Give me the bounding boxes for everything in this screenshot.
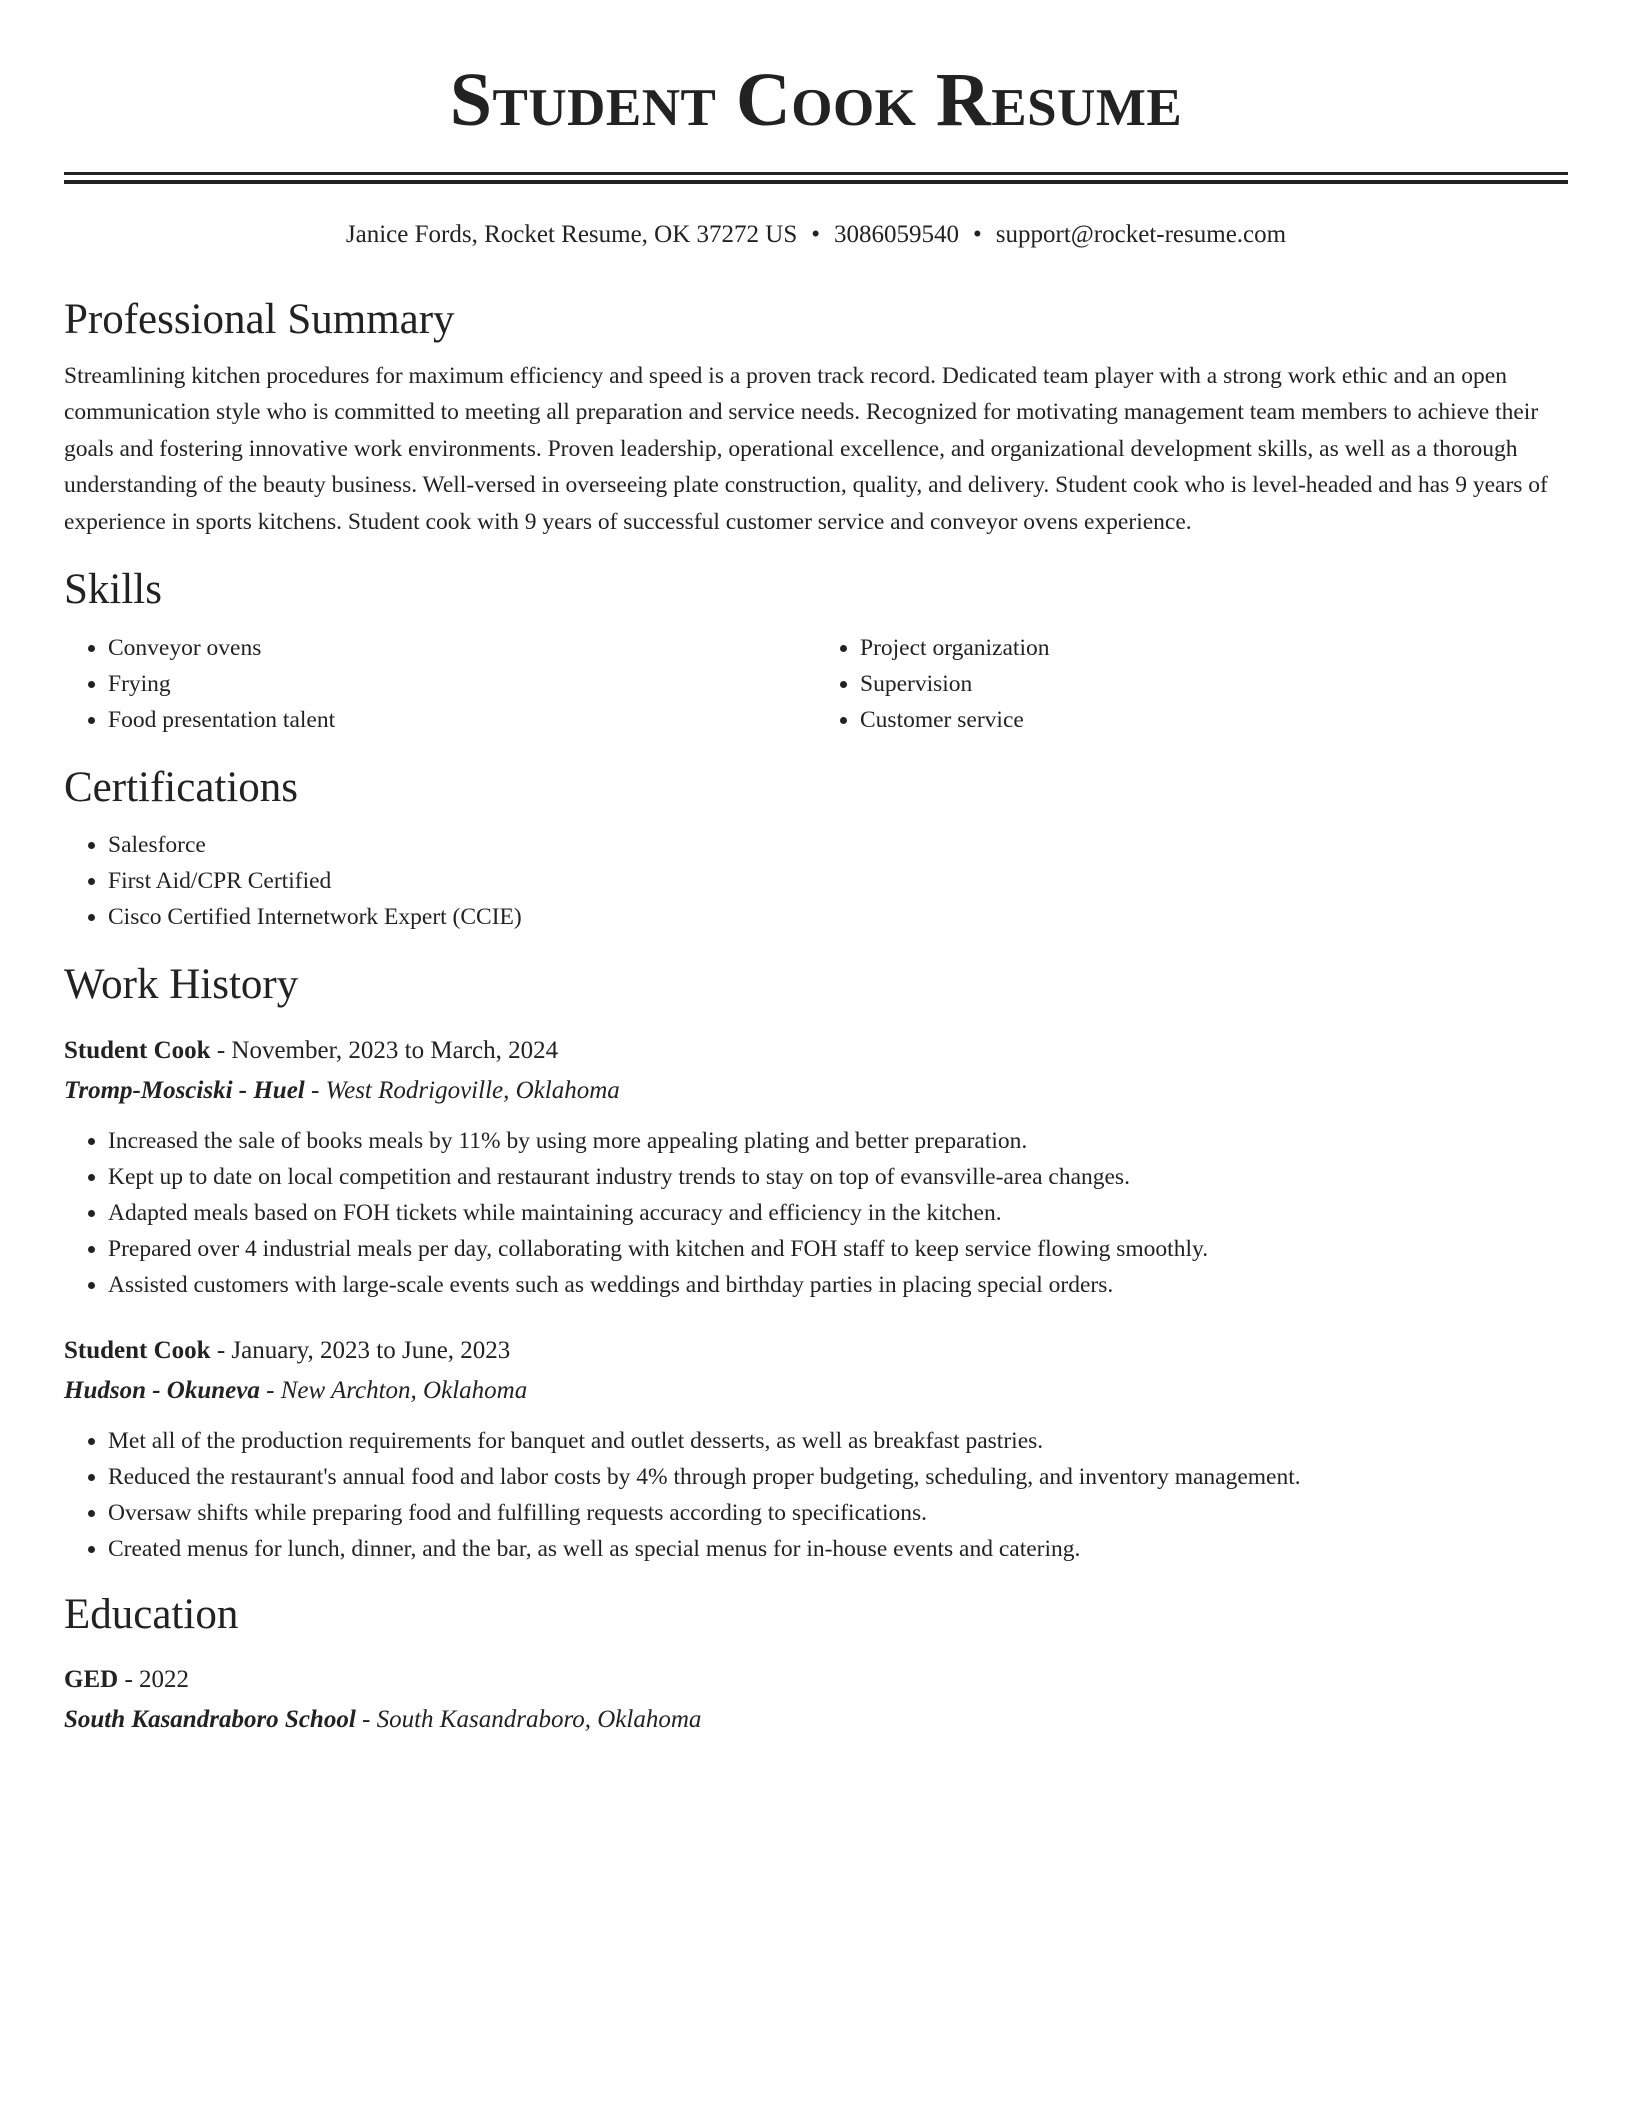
job-header: Student Cook - January, 2023 to June, 2023 [64, 1336, 511, 1364]
contact-email[interactable]: support@rocket-resume.com [995, 221, 1287, 248]
job-employer: Hudson - Okuneva - New Archton, Oklahoma [64, 1376, 528, 1404]
job-location: New Archton, Oklahoma [280, 1376, 528, 1404]
job-dates: January, 2023 to June, 2023 [231, 1336, 511, 1364]
job-bullet: • Oversaw shifts while preparing food and fulfilling requests according to specifications. [108, 1495, 1568, 1531]
work-history-section [64, 959, 1568, 1567]
work-history-heading: Work History [64, 961, 299, 1009]
contact-address: Janice Fords, Rocket Resume, OK 37272 US [345, 221, 798, 248]
education-degree: GED [64, 1666, 119, 1694]
job-dates: November, 2023 to March, 2024 [231, 1036, 559, 1064]
certifications-section [64, 762, 1568, 936]
job-bullets [64, 1123, 1568, 1303]
education-section [64, 1589, 1568, 1741]
skill-item: • Conveyor ovens [108, 630, 816, 666]
skill-item: • Food presentation talent [108, 702, 816, 738]
contact-phone: 3086059540 [834, 221, 960, 248]
contact-separator: • [811, 221, 821, 248]
job-title: Student Cook [64, 1336, 211, 1364]
job-company: Hudson - Okuneva [64, 1376, 260, 1404]
summary-text: Streamlining kitchen procedures for maximum efficiency and speed is a proven track record. Dedicated team player with a strong work ethic and an open communication style who is committed to meeting all preparation and service needs. Recognized for motivating management team members to achieve their goals and fostering innovative work environments. Proven leadership, operational excellence, and organizational development skills, as well as a thorough understanding of the beauty business. Well-versed in overseeing plate construction, quality, and delivery. Student cook who is level-headed and has 9 years of experience in sports kitchens. Student cook with 9 years of successful customer service and conveyor ovens experience. [64, 362, 1548, 535]
job-employer: Tromp-Mosciski - Huel - West Rodrigoville, Oklahoma [64, 1076, 620, 1104]
job-location: West Rodrigoville, Oklahoma [325, 1076, 620, 1104]
skills-list-left [64, 630, 816, 738]
skill-item: • Frying [108, 666, 816, 702]
education-location: South Kasandraboro, Oklahoma [376, 1706, 702, 1734]
job-bullets [64, 1423, 1568, 1567]
job-bullet: • Increased the sale of books meals by 11% by using more appealing plating and better preparation. [108, 1123, 1568, 1159]
contact-separator: • [973, 221, 982, 248]
job-bullet: • Prepared over 4 industrial meals per day, collaborating with kitchen and FOH staff to keep service flowing smoothly. [108, 1231, 1568, 1267]
resume-title: Student Cook Resume [449, 58, 1183, 142]
job-bullet: • Met all of the production requirements for banquet and outlet desserts, as well as breakfast pastries. [108, 1423, 1568, 1459]
job-bullet: • Reduced the restaurant's annual food and labor costs by 4% through proper budgeting, scheduling, and inventory management. [108, 1459, 1568, 1495]
certifications-heading: Certifications [64, 763, 299, 811]
skills-columns [64, 616, 1568, 738]
skill-item: • Customer service [860, 702, 1568, 738]
education-school: South Kasandraboro School [64, 1706, 356, 1734]
education-heading: Education [64, 1590, 239, 1638]
job-bullet: • Kept up to date on local competition and restaurant industry trends to stay on top of evansville-area changes. [108, 1159, 1568, 1195]
job-title: Student Cook [64, 1036, 211, 1064]
title-rule-bottom [64, 180, 1568, 184]
title-rule-top [64, 172, 1568, 175]
certification-item: • First Aid/CPR Certified [108, 863, 1568, 899]
summary-heading: Professional Summary [64, 296, 455, 343]
skills-list-right [816, 630, 1568, 738]
certification-item: • Salesforce [108, 827, 1568, 863]
contact-line [64, 220, 1568, 250]
education-year: 2022 [139, 1666, 190, 1694]
skills-section [64, 564, 1568, 738]
job-entry [64, 1031, 1568, 1303]
certifications-list [64, 827, 1568, 935]
certification-item: • Cisco Certified Internetwork Expert (CCIE) [108, 899, 1568, 935]
skill-item: • Project organization [860, 630, 1568, 666]
summary-section [64, 294, 1568, 540]
education-school-line: South Kasandraboro School - South Kasandraboro, Oklahoma [64, 1706, 702, 1734]
education-header: GED - 2022 [64, 1666, 190, 1694]
job-header: Student Cook - November, 2023 to March, 2024 [64, 1036, 559, 1064]
skills-heading: Skills [64, 566, 162, 614]
skill-item: • Supervision [860, 666, 1568, 702]
job-bullet: • Adapted meals based on FOH tickets while maintaining accuracy and efficiency in the kitchen. [108, 1195, 1568, 1231]
job-bullet: • Assisted customers with large-scale events such as weddings and birthday parties in placing special orders. [108, 1267, 1568, 1303]
job-entry [64, 1331, 1568, 1567]
job-bullet: • Created menus for lunch, dinner, and the bar, as well as special menus for in-house events and catering. [108, 1531, 1568, 1567]
job-company: Tromp-Mosciski - Huel [64, 1076, 305, 1104]
